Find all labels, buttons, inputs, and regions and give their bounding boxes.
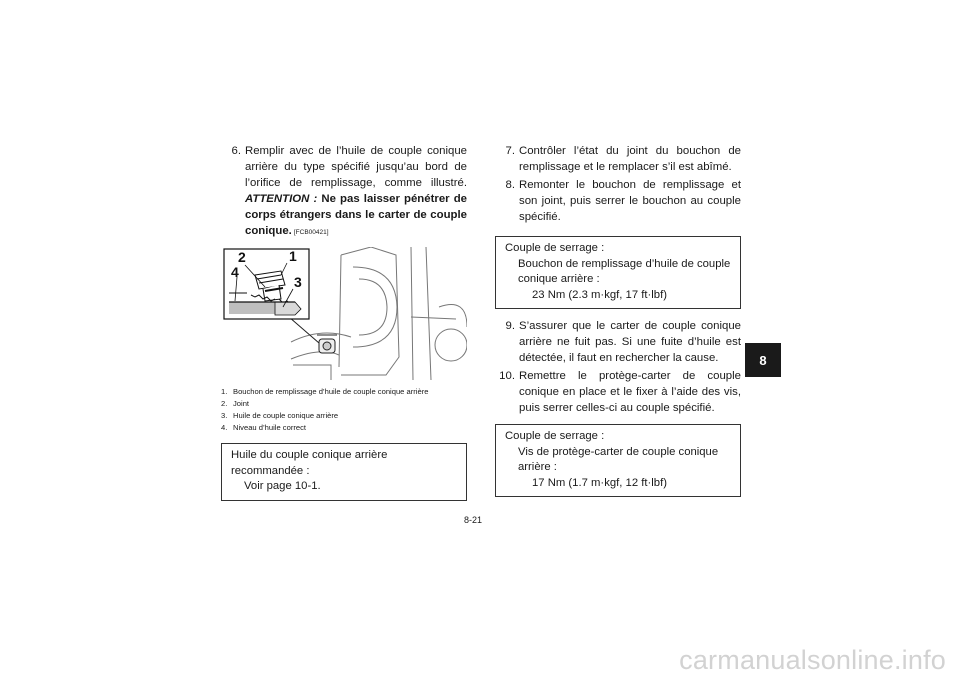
step-10: 10. Remettre le protège-carter de couple conique en place et le fixer à l’aide des vis, puis serrer celles-ci au couple spécifié.	[499, 370, 741, 414]
right-column	[495, 143, 741, 497]
chapter-tab: 8	[745, 343, 781, 377]
legend-item: 4. Niveau d’huile correct	[221, 423, 307, 432]
legend-item: 2. Joint	[221, 399, 250, 408]
figure-legend	[221, 386, 467, 434]
attention-text: Ne pas laisser pénétrer de corps étrangers dans le carter de couple conique.	[245, 193, 467, 237]
page-number: 8-21	[464, 515, 483, 525]
step-6	[221, 143, 467, 241]
legend-item: 1. Bouchon de remplissage d’huile de couple conique arrière	[221, 387, 429, 396]
callout-3: 3	[294, 274, 302, 290]
illustration	[221, 247, 467, 380]
watermark: carmanualsonline.info	[679, 645, 946, 675]
callout-1: 1	[289, 248, 297, 264]
left-column	[221, 143, 467, 501]
callout-4: 4	[231, 264, 239, 280]
attention-label: ATTENTION :	[245, 193, 318, 205]
recommended-oil-box: Huile du couple conique arrière recommandée : Voir page 10-1.	[221, 443, 467, 501]
step-8: 8. Remonter le bouchon de remplissage et son joint, puis serrer le bouchon au couple spécifié.	[505, 179, 741, 223]
torque-box-guard: Couple de serrage : Vis de protège-carter de couple conique arrière : 17 Nm (1.7 m·kgf, 12 ft·lbf)	[495, 424, 741, 497]
step-number: 6.	[231, 145, 241, 157]
rear-drive-gear-illustration	[221, 247, 467, 380]
torque-box-plug: Couple de serrage : Bouchon de remplissage d’huile de couple conique arrière : 23 Nm (2.3 m·kgf, 17 ft·lbf)	[495, 236, 741, 309]
reference-code: [FCB00421]	[293, 229, 329, 236]
step-7: 7. Contrôler l’état du joint du bouchon de remplissage et le remplacer s’il est abîmé.	[505, 145, 741, 173]
step-9: 9. S’assurer que le carter de couple conique arrière ne fuit pas. Si une fuite d’huile est détectée, il faut en rechercher la cause.	[505, 320, 741, 364]
step-text: Remplir avec de l’huile de couple conique arrière du type spécifié jusqu’au bord de l’orifice de remplissage, comme illustré.	[245, 145, 467, 189]
callout-2: 2	[238, 249, 246, 265]
legend-item: 3. Huile de couple conique arrière	[221, 411, 339, 420]
